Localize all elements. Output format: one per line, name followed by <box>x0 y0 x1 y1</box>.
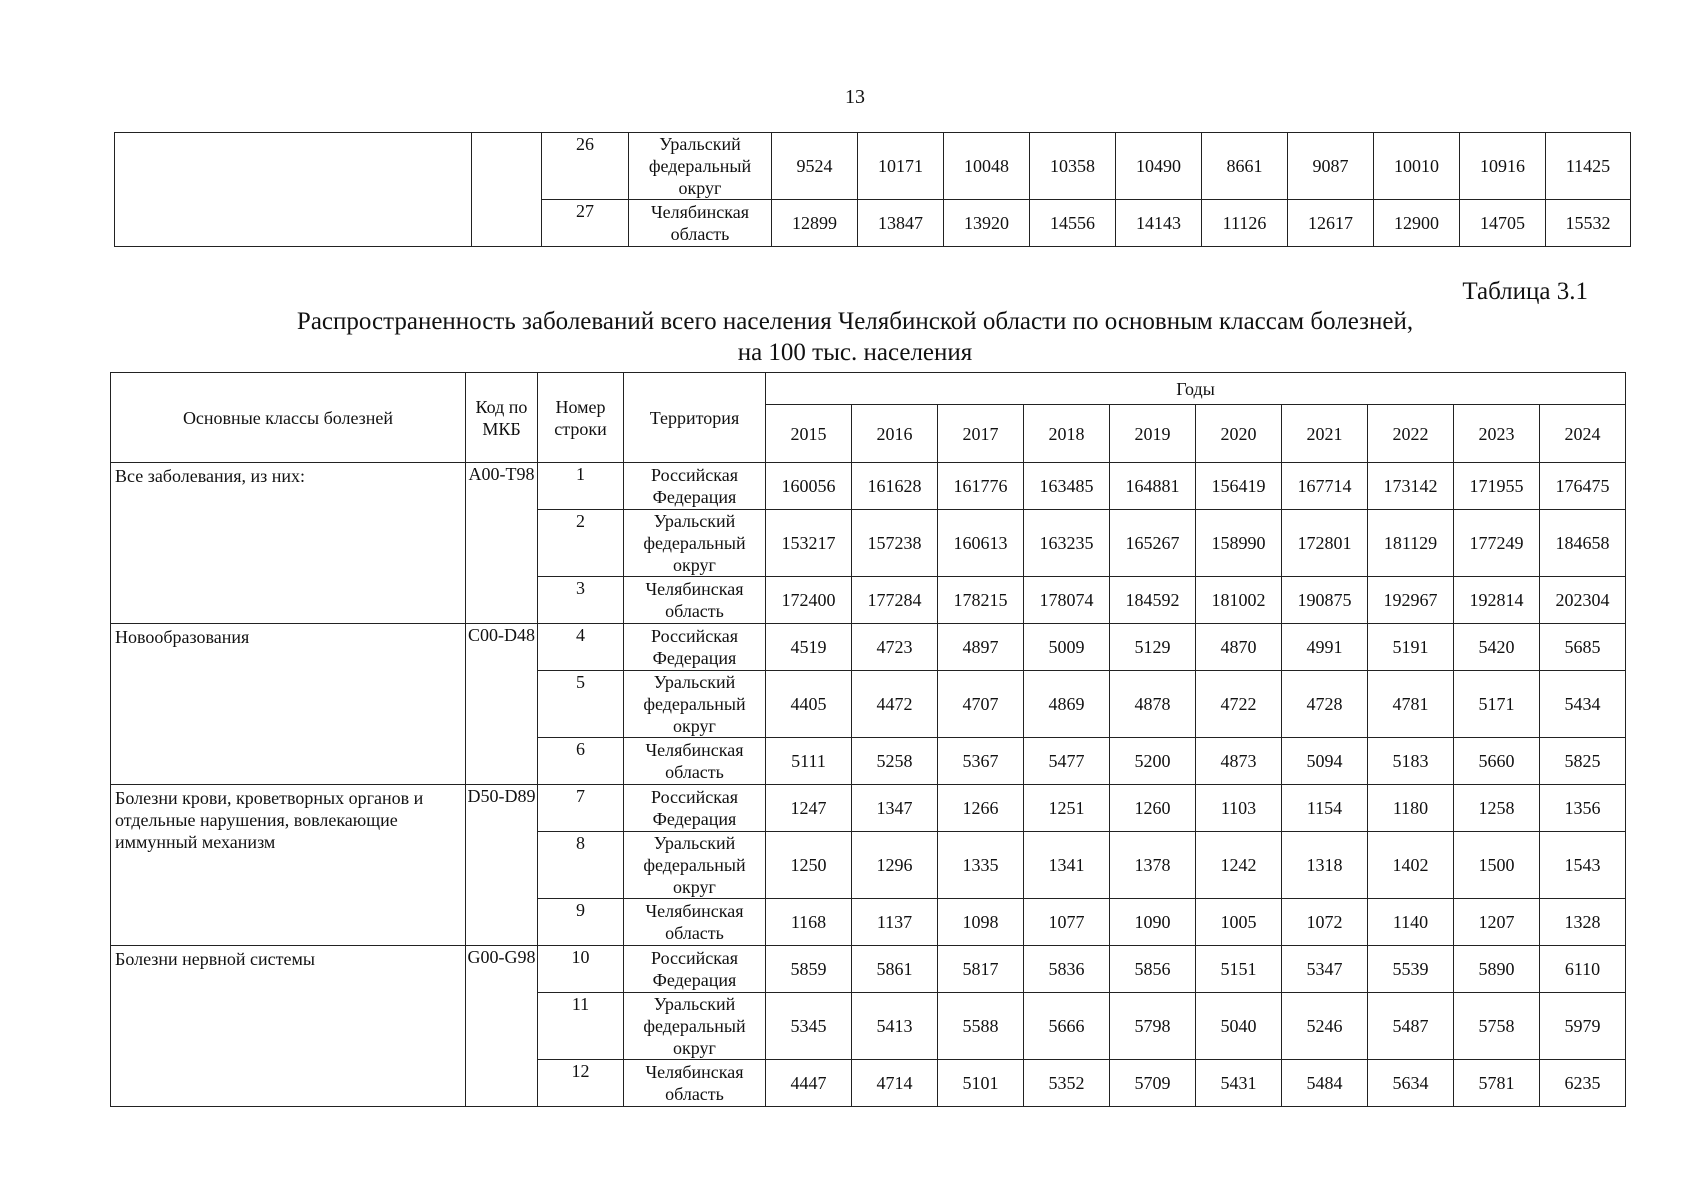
territory-cell: Челябинская область <box>624 738 766 785</box>
value-cell: 14143 <box>1116 200 1202 247</box>
value-cell: 156419 <box>1196 463 1282 510</box>
table-title-line1: Распространенность заболеваний всего населения Челябинской области по основным классам болезней, <box>296 308 1414 335</box>
value-cell: 5634 <box>1368 1060 1454 1107</box>
value-cell: 5660 <box>1454 738 1540 785</box>
table-label: Таблица 3.1 <box>1462 278 1588 305</box>
value-cell: 1168 <box>766 899 852 946</box>
header-territory: Территория <box>624 373 766 463</box>
row-number: 27 <box>542 200 629 247</box>
territory-cell: Челябинская область <box>624 1060 766 1107</box>
value-cell: 5709 <box>1110 1060 1196 1107</box>
value-cell: 13920 <box>944 200 1030 247</box>
value-cell: 1247 <box>766 785 852 832</box>
value-cell: 5861 <box>852 946 938 993</box>
icd-code-cell: D50-D89 <box>466 785 538 946</box>
territory-cell: Уральский федеральный округ <box>624 510 766 577</box>
header-year: 2020 <box>1196 405 1282 463</box>
table-row <box>111 785 1626 832</box>
value-cell: 172801 <box>1282 510 1368 577</box>
disease-class-cell: Болезни нервной системы <box>111 946 466 1107</box>
icd-code-cell: C00-D48 <box>466 624 538 785</box>
territory-cell: Челябинская область <box>624 577 766 624</box>
value-cell: 5352 <box>1024 1060 1110 1107</box>
value-cell: 153217 <box>766 510 852 577</box>
value-cell: 1137 <box>852 899 938 946</box>
value-cell: 184592 <box>1110 577 1196 624</box>
row-number: 26 <box>542 133 629 200</box>
value-cell: 4707 <box>938 671 1024 738</box>
value-cell: 5246 <box>1282 993 1368 1060</box>
value-cell: 172400 <box>766 577 852 624</box>
value-cell: 192967 <box>1368 577 1454 624</box>
disease-class-cell: Болезни крови, кроветворных органов и отдельные нарушения, вовлекающие иммунный механизм <box>111 785 466 946</box>
value-cell: 5434 <box>1540 671 1626 738</box>
value-cell: 4897 <box>938 624 1024 671</box>
value-cell: 12900 <box>1374 200 1460 247</box>
row-number: 7 <box>538 785 624 832</box>
value-cell: 1207 <box>1454 899 1540 946</box>
table-row <box>111 946 1626 993</box>
value-cell: 5890 <box>1454 946 1540 993</box>
value-cell: 4722 <box>1196 671 1282 738</box>
value-cell: 161628 <box>852 463 938 510</box>
row-number: 12 <box>538 1060 624 1107</box>
value-cell: 181129 <box>1368 510 1454 577</box>
header-year: 2023 <box>1454 405 1540 463</box>
value-cell: 1251 <box>1024 785 1110 832</box>
value-cell: 5979 <box>1540 993 1626 1060</box>
value-cell: 6110 <box>1540 946 1626 993</box>
value-cell: 4472 <box>852 671 938 738</box>
row-number: 1 <box>538 463 624 510</box>
value-cell: 4991 <box>1282 624 1368 671</box>
value-cell: 178074 <box>1024 577 1110 624</box>
value-cell: 178215 <box>938 577 1024 624</box>
row-number: 8 <box>538 832 624 899</box>
row-number: 4 <box>538 624 624 671</box>
value-cell: 181002 <box>1196 577 1282 624</box>
value-cell: 161776 <box>938 463 1024 510</box>
value-cell: 4781 <box>1368 671 1454 738</box>
value-cell: 5588 <box>938 993 1024 1060</box>
value-cell: 9087 <box>1288 133 1374 200</box>
header-year: 2022 <box>1368 405 1454 463</box>
value-cell: 8661 <box>1202 133 1288 200</box>
territory-cell: Российская Федерация <box>624 785 766 832</box>
value-cell: 1077 <box>1024 899 1110 946</box>
value-cell: 14705 <box>1460 200 1546 247</box>
value-cell: 164881 <box>1110 463 1196 510</box>
value-cell: 13847 <box>858 200 944 247</box>
table-row <box>111 463 1626 510</box>
value-cell: 5101 <box>938 1060 1024 1107</box>
value-cell: 4519 <box>766 624 852 671</box>
row-number: 3 <box>538 577 624 624</box>
value-cell: 1296 <box>852 832 938 899</box>
value-cell: 1356 <box>1540 785 1626 832</box>
value-cell: 10048 <box>944 133 1030 200</box>
value-cell: 10490 <box>1116 133 1202 200</box>
header-years-group: Годы <box>766 373 1626 405</box>
value-cell: 190875 <box>1282 577 1368 624</box>
icd-code-cell: G00-G98 <box>466 946 538 1107</box>
header-year: 2021 <box>1282 405 1368 463</box>
value-cell: 5094 <box>1282 738 1368 785</box>
value-cell: 5345 <box>766 993 852 1060</box>
value-cell: 11425 <box>1546 133 1631 200</box>
value-cell: 5836 <box>1024 946 1110 993</box>
header-row-number: Номер строки <box>538 373 624 463</box>
value-cell: 4447 <box>766 1060 852 1107</box>
value-cell: 5413 <box>852 993 938 1060</box>
value-cell: 1250 <box>766 832 852 899</box>
value-cell: 1341 <box>1024 832 1110 899</box>
value-cell: 5685 <box>1540 624 1626 671</box>
header-row-1 <box>111 373 1626 405</box>
value-cell: 5825 <box>1540 738 1626 785</box>
territory-cell: Российская Федерация <box>624 624 766 671</box>
value-cell: 5171 <box>1454 671 1540 738</box>
table-title <box>0 306 1698 368</box>
disease-class-cell: Все заболевания, из них: <box>111 463 466 624</box>
territory-cell: Уральский федеральный округ <box>629 133 772 200</box>
icd-code-cell: A00-T98 <box>466 463 538 624</box>
value-cell: 5856 <box>1110 946 1196 993</box>
value-cell: 4878 <box>1110 671 1196 738</box>
territory-cell: Уральский федеральный округ <box>624 832 766 899</box>
value-cell: 12899 <box>772 200 858 247</box>
header-class: Основные классы болезней <box>111 373 466 463</box>
empty-code-cell <box>472 133 542 247</box>
value-cell: 4405 <box>766 671 852 738</box>
row-number: 5 <box>538 671 624 738</box>
value-cell: 5009 <box>1024 624 1110 671</box>
value-cell: 1103 <box>1196 785 1282 832</box>
value-cell: 5129 <box>1110 624 1196 671</box>
value-cell: 1378 <box>1110 832 1196 899</box>
value-cell: 1347 <box>852 785 938 832</box>
value-cell: 1328 <box>1540 899 1626 946</box>
value-cell: 5111 <box>766 738 852 785</box>
value-cell: 5347 <box>1282 946 1368 993</box>
disease-prevalence-table <box>110 372 1626 1107</box>
value-cell: 1005 <box>1196 899 1282 946</box>
value-cell: 5859 <box>766 946 852 993</box>
disease-class-cell: Новообразования <box>111 624 466 785</box>
value-cell: 6235 <box>1540 1060 1626 1107</box>
territory-cell: Российская Федерация <box>624 463 766 510</box>
value-cell: 11126 <box>1202 200 1288 247</box>
page-number: 13 <box>845 86 865 108</box>
value-cell: 173142 <box>1368 463 1454 510</box>
value-cell: 160613 <box>938 510 1024 577</box>
header-code: Код по МКБ <box>466 373 538 463</box>
value-cell: 9524 <box>772 133 858 200</box>
value-cell: 10171 <box>858 133 944 200</box>
value-cell: 1090 <box>1110 899 1196 946</box>
value-cell: 158990 <box>1196 510 1282 577</box>
value-cell: 163485 <box>1024 463 1110 510</box>
value-cell: 5431 <box>1196 1060 1282 1107</box>
value-cell: 177284 <box>852 577 938 624</box>
value-cell: 171955 <box>1454 463 1540 510</box>
row-number: 10 <box>538 946 624 993</box>
value-cell: 177249 <box>1454 510 1540 577</box>
value-cell: 4714 <box>852 1060 938 1107</box>
value-cell: 157238 <box>852 510 938 577</box>
header-year: 2018 <box>1024 405 1110 463</box>
value-cell: 165267 <box>1110 510 1196 577</box>
value-cell: 5151 <box>1196 946 1282 993</box>
value-cell: 15532 <box>1546 200 1631 247</box>
value-cell: 4723 <box>852 624 938 671</box>
value-cell: 4728 <box>1282 671 1368 738</box>
empty-class-cell <box>115 133 472 247</box>
value-cell: 5487 <box>1368 993 1454 1060</box>
value-cell: 1098 <box>938 899 1024 946</box>
value-cell: 5183 <box>1368 738 1454 785</box>
value-cell: 10358 <box>1030 133 1116 200</box>
header-year: 2015 <box>766 405 852 463</box>
value-cell: 5781 <box>1454 1060 1540 1107</box>
header-year: 2016 <box>852 405 938 463</box>
value-cell: 1072 <box>1282 899 1368 946</box>
value-cell: 14556 <box>1030 200 1116 247</box>
value-cell: 1266 <box>938 785 1024 832</box>
value-cell: 1258 <box>1454 785 1540 832</box>
header-year: 2024 <box>1540 405 1626 463</box>
value-cell: 167714 <box>1282 463 1368 510</box>
value-cell: 5477 <box>1024 738 1110 785</box>
value-cell: 1335 <box>938 832 1024 899</box>
territory-cell: Челябинская область <box>629 200 772 247</box>
value-cell: 5367 <box>938 738 1024 785</box>
value-cell: 160056 <box>766 463 852 510</box>
table-title-line2: на 100 тыс. населения <box>737 339 973 366</box>
value-cell: 5258 <box>852 738 938 785</box>
value-cell: 163235 <box>1024 510 1110 577</box>
value-cell: 5484 <box>1282 1060 1368 1107</box>
value-cell: 5040 <box>1196 993 1282 1060</box>
row-number: 11 <box>538 993 624 1060</box>
value-cell: 1242 <box>1196 832 1282 899</box>
value-cell: 10010 <box>1374 133 1460 200</box>
value-cell: 5539 <box>1368 946 1454 993</box>
continuation-table <box>114 132 1631 247</box>
territory-cell: Уральский федеральный округ <box>624 671 766 738</box>
value-cell: 10916 <box>1460 133 1546 200</box>
territory-cell: Челябинская область <box>624 899 766 946</box>
value-cell: 4870 <box>1196 624 1282 671</box>
value-cell: 5191 <box>1368 624 1454 671</box>
value-cell: 1154 <box>1282 785 1368 832</box>
value-cell: 1180 <box>1368 785 1454 832</box>
row-number: 6 <box>538 738 624 785</box>
value-cell: 1318 <box>1282 832 1368 899</box>
value-cell: 202304 <box>1540 577 1626 624</box>
value-cell: 1402 <box>1368 832 1454 899</box>
territory-cell: Уральский федеральный округ <box>624 993 766 1060</box>
value-cell: 4873 <box>1196 738 1282 785</box>
value-cell: 1260 <box>1110 785 1196 832</box>
value-cell: 176475 <box>1540 463 1626 510</box>
header-year: 2019 <box>1110 405 1196 463</box>
value-cell: 184658 <box>1540 510 1626 577</box>
value-cell: 4869 <box>1024 671 1110 738</box>
value-cell: 5200 <box>1110 738 1196 785</box>
value-cell: 1500 <box>1454 832 1540 899</box>
value-cell: 12617 <box>1288 200 1374 247</box>
header-year: 2017 <box>938 405 1024 463</box>
value-cell: 5758 <box>1454 993 1540 1060</box>
value-cell: 5666 <box>1024 993 1110 1060</box>
value-cell: 5798 <box>1110 993 1196 1060</box>
value-cell: 5420 <box>1454 624 1540 671</box>
table-row <box>115 133 1631 200</box>
value-cell: 1543 <box>1540 832 1626 899</box>
value-cell: 5817 <box>938 946 1024 993</box>
territory-cell: Российская Федерация <box>624 946 766 993</box>
table-row <box>111 624 1626 671</box>
value-cell: 1140 <box>1368 899 1454 946</box>
row-number: 2 <box>538 510 624 577</box>
row-number: 9 <box>538 899 624 946</box>
value-cell: 192814 <box>1454 577 1540 624</box>
